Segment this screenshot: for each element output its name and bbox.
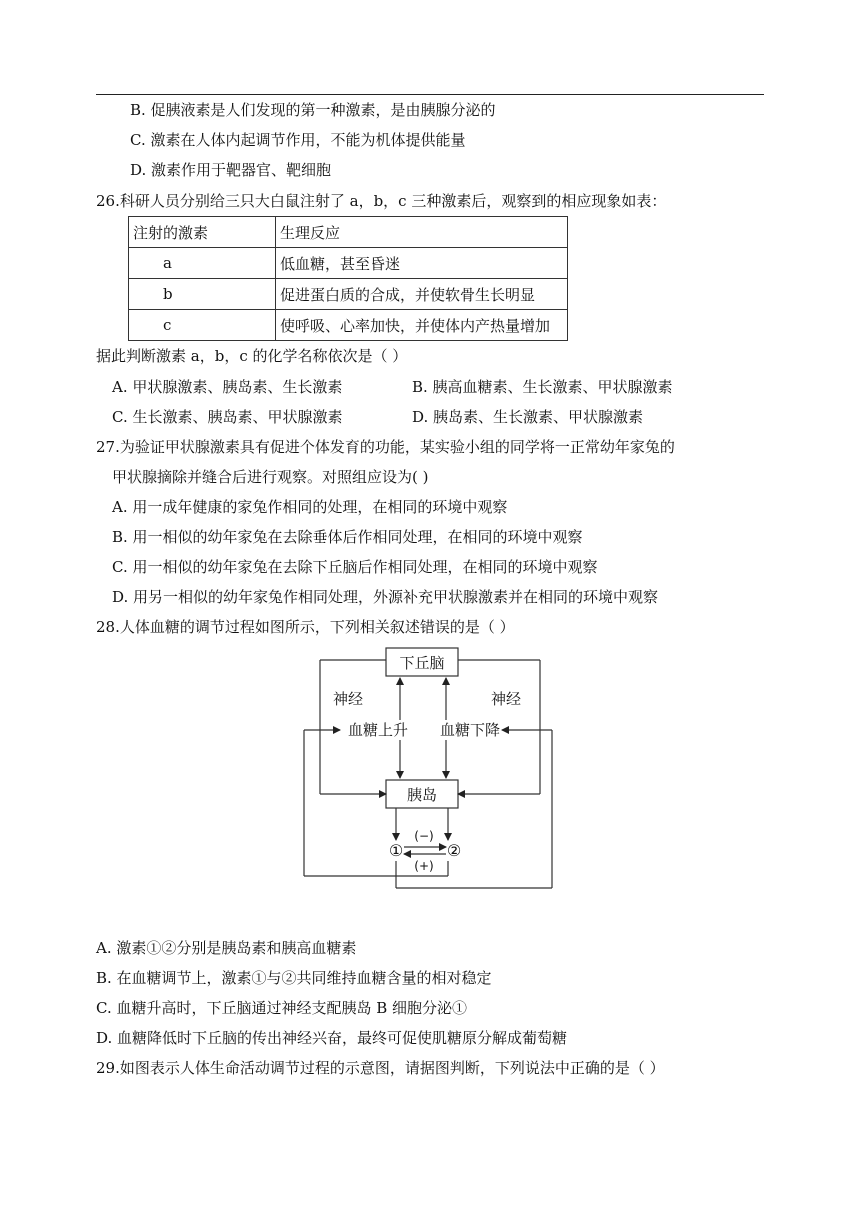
- table-cell-reaction: 使呼吸、心率加快，并使体内产热量增加: [276, 310, 568, 341]
- inhibit-label: (−): [414, 829, 434, 843]
- hormone-2-label: ②: [446, 841, 462, 860]
- q28-option-b: B. 在血糖调节上，激素①与②共同维持血糖含量的相对稳定: [96, 969, 492, 987]
- blood-glucose-regulation-diagram: [290, 642, 560, 897]
- q26-option-b: B. 胰高血糖素、生长激素、甲状腺激素: [412, 378, 673, 396]
- table-cell-hormone: b: [129, 279, 276, 310]
- table-cell-reaction: 低血糖，甚至昏迷: [276, 248, 568, 279]
- q29-stem: 29.如图表示人体生命活动调节过程的示意图，请据图判断，下列说法中正确的是（ ）: [96, 1059, 665, 1077]
- q27-option-b: B. 用一相似的幼年家兔在去除垂体后作相同处理，在相同的环境中观察: [112, 528, 583, 546]
- promote-label: (+): [414, 859, 434, 873]
- q25-option-b: B. 促胰液素是人们发现的第一种激素，是由胰腺分泌的: [130, 101, 496, 119]
- hormone-reaction-table: [128, 216, 568, 341]
- table-row: [129, 248, 568, 279]
- q27-option-d: D. 用另一相似的幼年家兔作相同处理，外源补充甲状腺激素并在相同的环境中观察: [112, 588, 659, 606]
- table-row: [129, 310, 568, 341]
- header-rule: [96, 94, 764, 95]
- table-cell-hormone: c: [129, 310, 276, 341]
- table-header-cell: 生理反应: [276, 217, 568, 248]
- hypothalamus-label: 下丘脑: [399, 654, 445, 672]
- q28-option-c: C. 血糖升高时，下丘脑通过神经支配胰岛 B 细胞分泌①: [96, 999, 468, 1017]
- q28-option-a: A. 激素①②分别是胰岛素和胰高血糖素: [96, 939, 357, 957]
- table-cell-hormone: a: [129, 248, 276, 279]
- glucose-down-label: 血糖下降: [439, 721, 501, 739]
- q27-stem-line2: 甲状腺摘除并缝合后进行观察。对照组应设为( ): [112, 468, 429, 486]
- nerve-right-label: 神经: [490, 690, 522, 708]
- q27-option-a: A. 用一成年健康的家兔作相同的处理，在相同的环境中观察: [112, 498, 508, 516]
- q27-stem-line1: 27.为验证甲状腺激素具有促进个体发育的功能，某实验小组的同学将一正常幼年家兔的: [96, 438, 675, 456]
- table-row: [129, 279, 568, 310]
- q26-option-a: A. 甲状腺激素、胰岛素、生长激素: [112, 378, 343, 396]
- q28-stem: 28.人体血糖的调节过程如图所示，下列相关叙述错误的是（ ）: [96, 618, 515, 636]
- glucose-up-label: 血糖上升: [347, 721, 409, 739]
- q28-option-d: D. 血糖降低时下丘脑的传出神经兴奋，最终可促使肌糖原分解成葡萄糖: [96, 1029, 568, 1047]
- q26-question: 据此判断激素 a，b，c 的化学名称依次是（ ）: [96, 347, 408, 365]
- q25-option-c: C. 激素在人体内起调节作用，不能为机体提供能量: [130, 131, 466, 149]
- table-header-row: [129, 217, 568, 248]
- hormone-1-label: ①: [388, 841, 404, 860]
- table-header-cell: 注射的激素: [129, 217, 276, 248]
- islet-label: 胰岛: [406, 786, 438, 804]
- q26-option-c: C. 生长激素、胰岛素、甲状腺激素: [112, 408, 343, 426]
- q25-option-d: D. 激素作用于靶器官、靶细胞: [130, 161, 332, 179]
- q27-option-c: C. 用一相似的幼年家兔在去除下丘脑后作相同处理，在相同的环境中观察: [112, 558, 598, 576]
- q26-stem: 26.科研人员分别给三只大白鼠注射了 a，b，c 三种激素后，观察到的相应现象如表：: [96, 192, 667, 210]
- nerve-left-label: 神经: [332, 690, 364, 708]
- q26-option-d: D. 胰岛素、生长激素、甲状腺激素: [412, 408, 644, 426]
- table-cell-reaction: 促进蛋白质的合成，并使软骨生长明显: [276, 279, 568, 310]
